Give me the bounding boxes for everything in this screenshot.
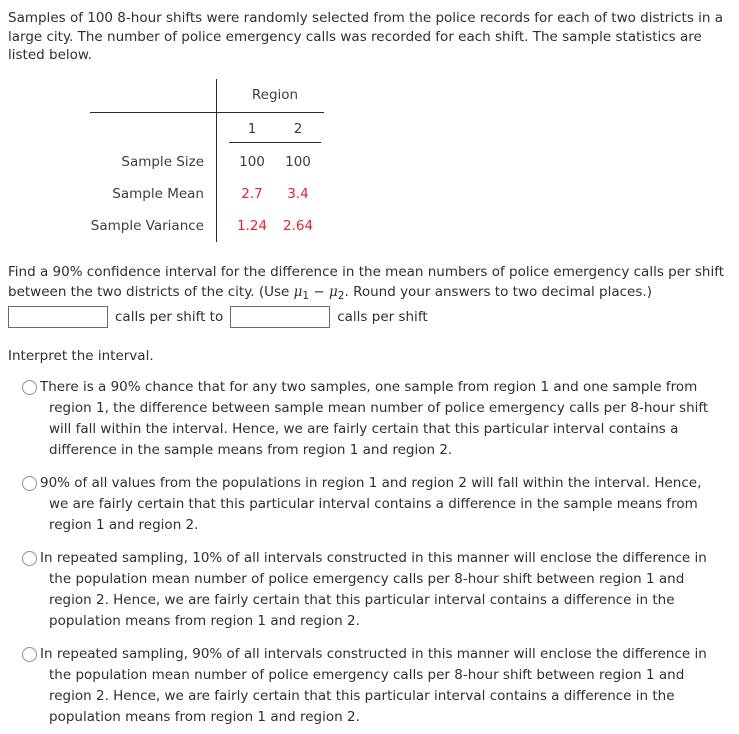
mu-symbol: μ bbox=[329, 283, 338, 300]
table-row bbox=[90, 178, 324, 210]
table-row bbox=[90, 146, 324, 178]
interpret-prompt: Interpret the interval. bbox=[8, 347, 154, 364]
statistics-table bbox=[90, 79, 324, 246]
answer-row bbox=[8, 304, 735, 330]
table-region-row bbox=[90, 79, 324, 113]
mu-subscript-2: 2 bbox=[337, 289, 345, 302]
column-header-1: 1 bbox=[247, 121, 257, 137]
interpret-option-3 bbox=[8, 548, 720, 632]
sample-variance-region1: 1.24 bbox=[236, 217, 268, 234]
problem-statement: Samples of 100 8-hour shifts were randomly selected from the police records for each of two districts in a large city. The number of police emergency calls was recorded for each shift. The sample statistics are listed below. bbox=[8, 10, 724, 63]
sample-variance-region2: 2.64 bbox=[282, 217, 314, 234]
option-2-radio[interactable] bbox=[22, 476, 37, 491]
interpret-option-4 bbox=[8, 644, 720, 728]
minus-sign: − bbox=[309, 283, 330, 300]
option-4-label[interactable]: In repeated sampling, 90% of all intervals constructed in this manner will enclose the difference in the population mean number of police emergency calls per 8-hour shift between region 1 and region 2. Hence, we are fairly certain that this particular interval contains a difference in the population means from region 1 and region 2. bbox=[40, 645, 707, 725]
row-label-sample-mean: Sample Mean bbox=[90, 178, 217, 210]
option-3-label[interactable]: In repeated sampling, 10% of all intervals constructed in this manner will enclose the difference in the population mean number of police emergency calls per 8-hour shift between region 1 and region 2. Hence, we are fairly certain that this particular interval contains a difference in the population means from region 1 and region 2. bbox=[40, 549, 707, 629]
column-header-2: 2 bbox=[293, 121, 303, 137]
mu-symbol: μ bbox=[293, 283, 303, 300]
sample-mean-region1: 2.7 bbox=[241, 185, 263, 202]
table-empty-corner bbox=[90, 79, 217, 112]
interpret-option-2 bbox=[8, 473, 720, 536]
table-empty-corner bbox=[90, 113, 217, 146]
ci-upper-input[interactable] bbox=[230, 306, 330, 328]
mu-subscript-1: 1 bbox=[302, 289, 310, 302]
question-text-after: . Round your answers to two decimal places.) bbox=[344, 283, 652, 300]
row-label-sample-size: Sample Size bbox=[90, 146, 217, 178]
option-4-radio[interactable] bbox=[22, 647, 37, 662]
question-text bbox=[8, 262, 735, 302]
ci-lower-input[interactable] bbox=[8, 306, 108, 328]
between-inputs-label: calls per shift to bbox=[115, 308, 224, 325]
option-2-label[interactable]: 90% of all values from the populations in region 1 and region 2 will fall within the interval. Hence, we are fairly certain that this particular interval contains a difference in the sample means from region 1 and region 2. bbox=[40, 474, 702, 533]
sample-size-region2: 100 bbox=[285, 153, 311, 170]
after-input-label: calls per shift bbox=[337, 308, 428, 325]
question-text-before: Find a 90% confidence interval for the difference in the mean numbers of police emergency calls per shift between the two districts of the city. (Use bbox=[8, 263, 725, 300]
option-3-radio[interactable] bbox=[22, 551, 37, 566]
row-label-sample-variance: Sample Variance bbox=[90, 210, 217, 242]
sample-size-region1: 100 bbox=[239, 153, 265, 170]
option-1-radio[interactable] bbox=[22, 380, 37, 395]
sample-mean-region2: 3.4 bbox=[287, 185, 309, 202]
option-1-label[interactable]: There is a 90% chance that for any two samples, one sample from region 1 and one sample from region 1, the difference between sample mean number of police emergency calls per 8-hour shift will fall within the interval. Hence, we are fairly certain that this particular interval contains a difference in the sample means from region 1 and region 2. bbox=[40, 378, 709, 458]
table-row bbox=[90, 210, 324, 246]
table-column-header-row bbox=[90, 113, 324, 146]
table-region-header: Region bbox=[251, 87, 299, 103]
interpret-option-1 bbox=[8, 377, 720, 461]
